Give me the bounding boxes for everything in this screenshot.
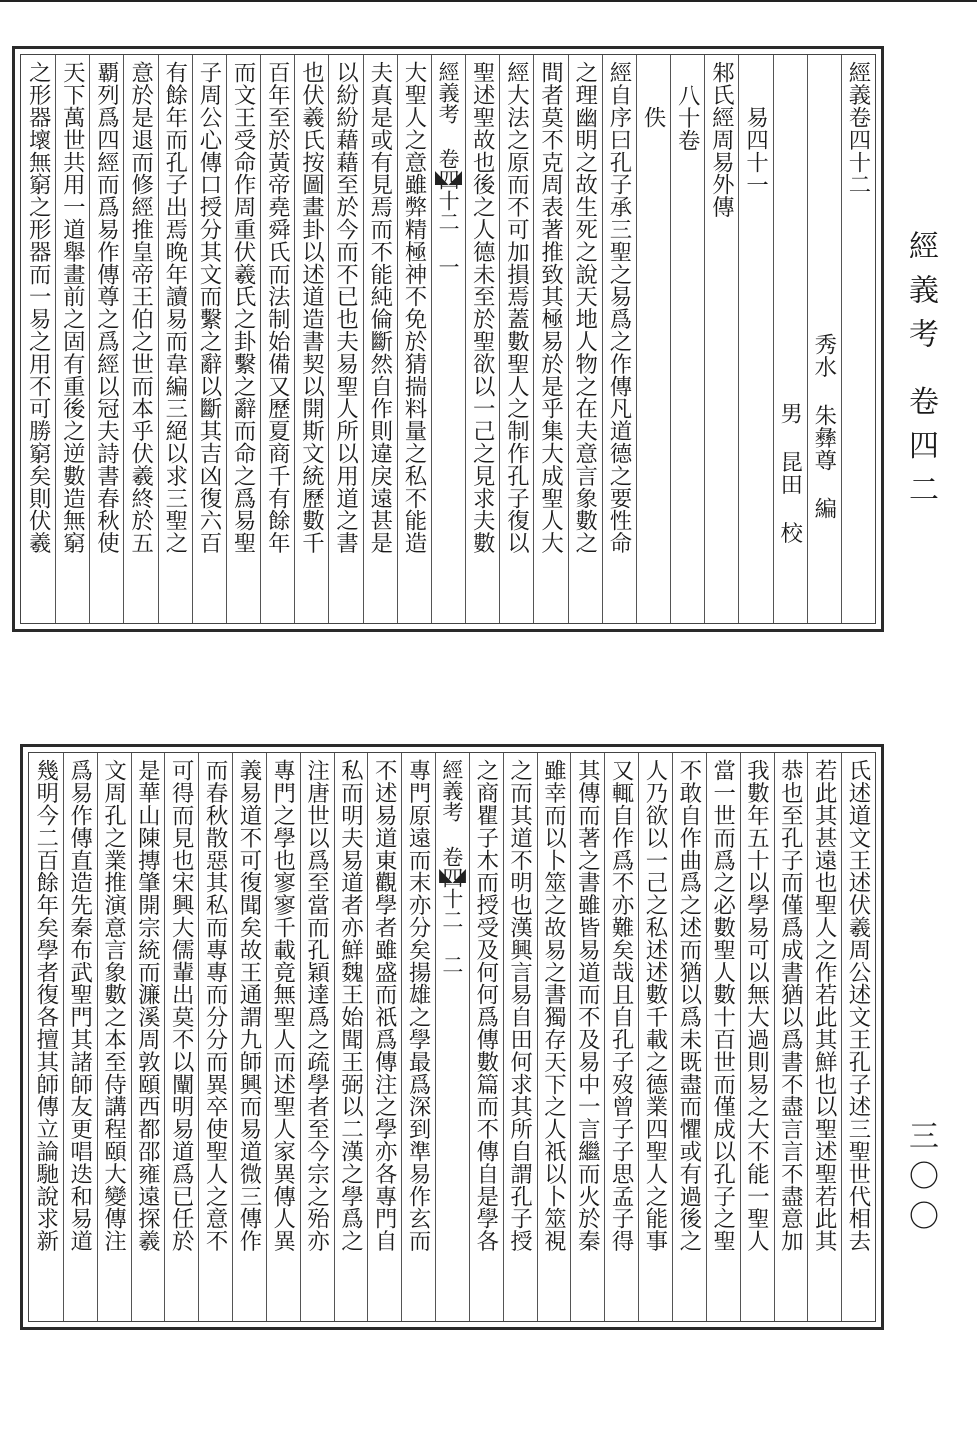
top-column-18 [260,55,294,623]
top-panel-frame [20,54,876,624]
bottom-column-text: 是華山陳摶肇開宗統而濂溪周敦頤西都邵雍遠探羲 [134,759,161,1252]
bottom-column-text: 其傳而著之書雖皆易道而不及易中一言繼而火於秦 [574,759,601,1252]
top-column-10 [533,55,567,623]
top-column-11 [499,55,533,623]
top-column-text: 經自序曰孔子承三聖之易爲之作傳凡道德之要性命 [605,61,632,554]
top-column-text: 大聖人之意雖弊精極神不免於猜揣料量之私不能造 [400,61,427,554]
bottom-column-text: 之商瞿子木而授受及何何爲傳數篇而不傳自是學各 [472,759,499,1252]
bottom-column-11 [503,753,537,1321]
top-column-text: 夫真是或有見焉而不能純倫斷然自作則違戾遠甚是 [366,61,393,554]
bottom-column-text: 我數年五十以學易可以無大過則易之大不能一聖人 [743,759,770,1252]
bottom-column-text: 又輒自作爲不亦難矣哉且自孔子歿曾子子思孟子得 [608,759,635,1252]
top-column-6 [670,55,704,623]
bottom-column-21 [164,753,198,1321]
bottom-column-text: 雖幸而以卜筮之故易之書獨存天下之人祇以卜筮視 [540,759,567,1252]
bottom-column-7 [638,753,672,1321]
bottom-column-text: 專門之學也寥寥千載竟無聖人而述聖人家異傳人異 [269,759,296,1252]
bottom-column-4 [740,753,774,1321]
bottom-column-25 [29,753,63,1321]
bottom-fold-label: 經義考 卷四十二 二 [439,759,464,975]
bottom-column-19 [232,753,266,1321]
top-column-text: 邾氏經周易外傳 [708,61,735,218]
top-column-text: 天下萬世共用一道舉畫前之固有重後之逆數造無窮 [59,61,86,554]
bottom-column-text: 人乃欲以一己之私述述數千載之德業四聖人之能事 [641,759,668,1252]
bottom-column-22 [131,753,165,1321]
top-column-text: 意於是退而修經推皇帝王伯之世而本乎伏羲終於五 [127,61,154,554]
bottom-column-text: 私而明夫易道者亦鮮魏王始聞王弼以二漢之學爲之 [337,759,364,1252]
bottom-column-18 [266,753,300,1321]
top-column-1 [841,55,875,623]
top-fold-label: 經義考 卷四十二 一 [436,61,461,277]
bottom-column-text: 不述易道東觀學者雖盛而祇爲傳注之學亦各專門自 [371,759,398,1252]
top-column-17 [294,55,328,623]
top-column-text: 秀水 朱彝尊 編 [810,333,837,520]
bottom-column-text: 可得而見也宋興大儒輩出莫不以闡明易道爲已任於 [168,759,195,1252]
top-column-5 [704,55,738,623]
bottom-column-17 [300,753,334,1321]
top-column-7 [636,55,670,623]
top-column-text: 經義卷四十二 [845,61,871,196]
bottom-column-text: 幾明今二百餘年矣學者復各擅其師傳立論馳說求新 [32,759,59,1252]
bottom-column-text: 恭也至孔子而僅爲成書猶以爲書不盡言言不盡意加 [777,759,804,1252]
bottom-column-text: 若此其甚遠也聖人之作若此其鮮也以聖述聖若此其 [811,759,838,1252]
top-text-panel [12,46,884,632]
top-column-22 [123,55,157,623]
top-column-text: 八十卷 [674,83,701,151]
top-column-text: 之理幽明之故生死之說天地人物之在夫意言象數之 [571,61,598,554]
top-column-4 [738,55,772,623]
top-column-19 [226,55,260,623]
bottom-column-text: 專門原遠而末亦分矣揚雄之學最爲深到準易作玄而 [405,759,432,1252]
bottom-column-8 [604,753,638,1321]
bottom-column-16 [334,753,368,1321]
bottom-column-20 [198,753,232,1321]
top-column-16 [328,55,362,623]
top-column-text: 覇列爲四經而爲易作傳尊之爲經以冠夫詩書春秋使 [93,61,120,554]
top-column-24 [55,55,89,623]
bottom-column-3 [774,753,808,1321]
top-column-2 [807,55,841,623]
top-column-text: 子周公心傳口授分其文而繫之辭以斷其吉凶復六百 [195,61,222,554]
bottom-column-text: 不敢自作曲爲之述而猶以爲未既盡而懼或有過後之 [675,759,702,1252]
bottom-text-panel [20,744,884,1330]
bottom-column-12 [469,753,503,1321]
bottom-column-text: 氏述道文王述伏羲周公述文王孔子述三聖世代相去 [845,759,871,1252]
top-column-13 [431,55,465,623]
bottom-column-6 [672,753,706,1321]
bottom-column-text: 爲易作傳直造先秦布武聖門其諸師友更唱迭和易道 [66,759,93,1252]
top-column-8 [602,55,636,623]
top-column-12 [465,55,499,623]
top-column-text: 有餘年而孔子出焉晚年讀易而韋編三絕以求三聖之 [161,61,188,554]
bottom-column-24 [63,753,97,1321]
bottom-column-14 [401,753,435,1321]
bottom-column-10 [537,753,571,1321]
top-column-text: 間者莫不克周表著推致其極易於是乎集大成聖人大 [537,61,564,554]
top-column-20 [192,55,226,623]
top-column-text: 之形器壞無窮之形器而一易之用不可勝窮矣則伏羲 [25,61,52,554]
top-column-15 [363,55,397,623]
bottom-column-5 [706,753,740,1321]
bottom-column-text: 之而其道不明也漢興言易自田何求其所自謂孔子授 [506,759,533,1252]
book-title-margin: 經義考 卷四二 [903,230,938,518]
top-column-text: 男 昆田 校 [776,401,803,544]
top-edge-rule [0,0,977,2]
top-column-23 [89,55,123,623]
page-number: 三〇〇 [903,1120,938,1240]
top-column-14 [397,55,431,623]
bottom-column-1 [841,753,875,1321]
top-column-text: 以紛紛藉藉至於今而不已也夫易聖人所以用道之書 [332,61,359,554]
top-column-text: 百年至於黃帝堯舜氏而法制始備又歷夏商千有餘年 [264,61,291,554]
bottom-column-text: 注唐世以爲至當而孔穎達爲之疏學者至今宗之殆亦 [303,759,330,1252]
top-column-text: 易四十一 [742,106,769,196]
top-column-text: 聖述聖故也後之人德未至於聖欲以一己之見求夫數 [469,61,496,554]
bottom-column-text: 當一世而爲之必數聖人數十百世而僅成以孔子之聖 [709,759,736,1252]
top-column-text: 經大法之原而不可加損焉蓋數聖人之制作孔子復以 [503,61,530,554]
bottom-panel-frame [28,752,876,1322]
bottom-column-text: 文周孔之業推演意言象數之本至侍講程頤大變傳注 [100,759,127,1252]
bottom-column-23 [97,753,131,1321]
bottom-column-text: 而春秋散惡其私而專專而分分而異卒使聖人之意不 [202,759,229,1252]
bottom-column-13 [435,753,469,1321]
top-column-text: 佚 [640,106,667,129]
top-column-21 [158,55,192,623]
top-column-3 [773,55,807,623]
top-column-9 [568,55,602,623]
bottom-column-15 [367,753,401,1321]
bottom-column-9 [570,753,604,1321]
top-column-25 [21,55,55,623]
bottom-column-text: 義易道不可復聞矣故王通謂九師興而易道微三傳作 [235,759,262,1252]
top-column-text: 也伏羲氏按圖畫卦以述道造書契以開斯文統歷數千 [298,61,325,554]
top-column-text: 而文王受命作周重伏羲氏之卦繫之辭而命之爲易聖 [230,61,257,554]
bottom-column-2 [807,753,841,1321]
